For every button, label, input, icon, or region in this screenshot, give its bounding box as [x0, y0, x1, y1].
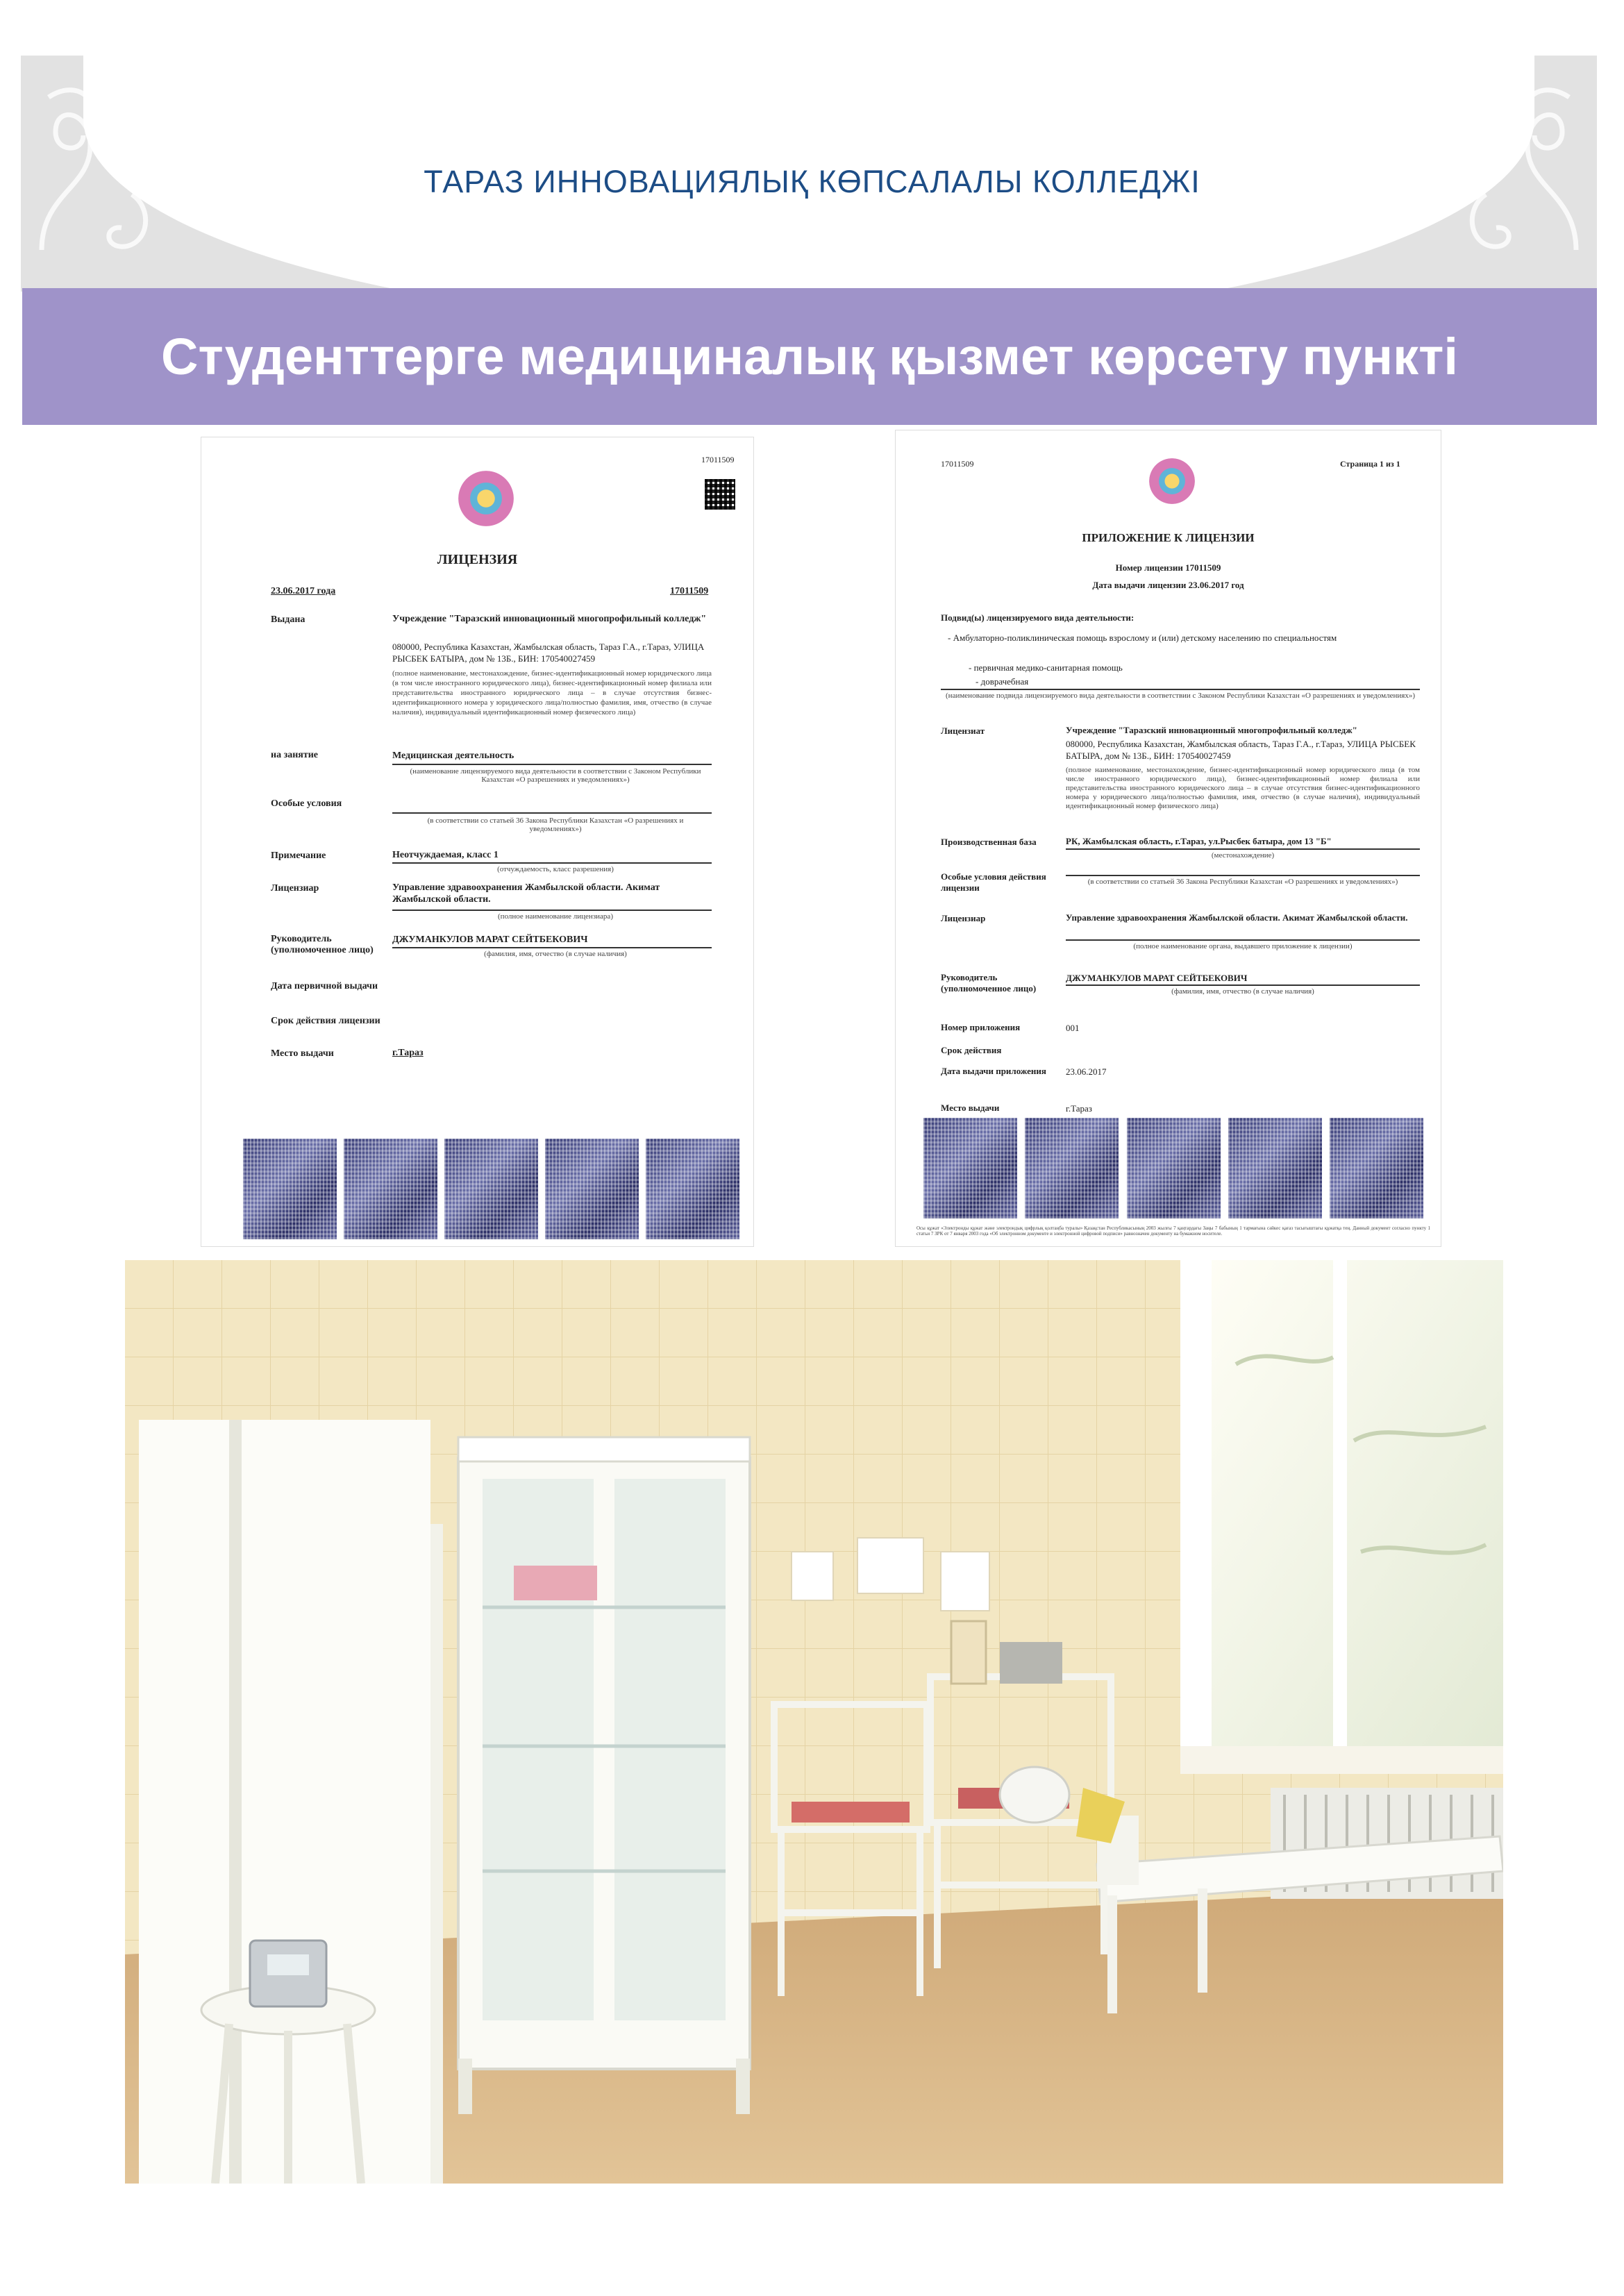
licensor-note: (полное наименование лицензиара) — [498, 912, 613, 921]
barcode-block — [243, 1139, 337, 1239]
activity-label: на занятие — [271, 750, 318, 760]
appendix-licensor: Управление здравоохранения Жамбылской области. Акимат Жамбылской области. — [1066, 912, 1408, 923]
base-label: Производственная база — [941, 837, 1037, 847]
barcode-block — [1025, 1118, 1119, 1218]
appendix-place-label: Место выдачи — [941, 1103, 1000, 1113]
special-note: (в соответствии со статьей 36 Закона Республики Казахстан «О разрешениях и уведомлениях») — [427, 816, 684, 833]
barcode-strip — [923, 1118, 1423, 1218]
subtype-1: - Амбулаторно-поликлиническая помощь взрослому и (или) детскому населению по специальностям — [948, 632, 1337, 643]
appendix-special-label: Особые условия действия лицензии — [941, 871, 1046, 893]
head-label: Руководитель (уполномоченное лицо) — [271, 934, 374, 955]
barcode-block — [1127, 1118, 1221, 1218]
issued-note: (полное наименование, местонахождение, бизнес-идентификационный номер юридического лица (в том числе иностранного юридического лица), бизнес-идентификационный номер филиала или представительства иностранного юридического лица – в случае отсутствия бизнес-идентификационного номера у юридического лица/полностью фамилия, имя, отчество (в случае наличия), индивидуальный идентификационный номер физического лица) — [392, 669, 712, 717]
appendix-special-note: (в соответствии со статьей 36 Закона Республики Казахстан «О разрешениях и уведомлениях») — [1087, 878, 1398, 886]
barcode-block — [344, 1139, 437, 1239]
appendix-head-label: Руководитель (уполномоченное лицо) — [941, 972, 1037, 994]
appendix-validity-label: Срок действия — [941, 1045, 1002, 1055]
qr-code-icon — [705, 479, 735, 510]
issued-org: Учреждение "Таразский инновационный многопрофильный колледж" — [392, 614, 707, 624]
barcode-block — [444, 1139, 538, 1239]
licensee-note: (полное наименование, местонахождение, бизнес-идентификационный номер юридического лица (в том числе иностранного юридического лица), бизнес-идентификационный номер филиала или представительства иностранного юридического лица – в случае отсутствия бизнес-идентификационного номера у юридического лица/полностью фамилия, имя, отчество (в случае наличия), индивидуальный идентификационный номер физического лица) — [1066, 766, 1420, 810]
appendix-issue-date: Дата выдачи лицензии 23.06.2017 год — [1092, 580, 1244, 590]
appendix-page: Страница 1 из 1 — [1340, 459, 1400, 469]
licensor: Управление здравоохранения Жамбылской области. Акимат Жамбылской области. — [392, 882, 660, 905]
appendix-licensor-note: (полное наименование органа, выдавшего приложение к лицензии) — [1133, 942, 1353, 950]
validity-label: Срок действия лицензии — [271, 1016, 380, 1026]
subtype-3: - доврачебная — [976, 676, 1029, 687]
head-name: ДЖУМАНКУЛОВ МАРАТ СЕЙТБЕКОВИЧ — [392, 935, 588, 945]
activity: Медицинская деятельность — [392, 751, 514, 761]
remark: Неотчуждаемая, класс 1 — [392, 850, 499, 860]
place: г.Тараз — [392, 1048, 424, 1058]
licensor-label: Лицензиар — [271, 883, 319, 894]
base-note: (местонахождение) — [1211, 851, 1275, 860]
appendix-title: ПРИЛОЖЕНИЕ К ЛИЦЕНЗИИ — [1082, 531, 1255, 544]
issued-address: 080000, Республика Казахстан, Жамбылская область, Тараз Г.А., г.Тараз, УЛИЦА РЫСБЕК БАТЫРА, дом № 13Б., БИН: 170540027459 — [392, 642, 705, 664]
college-name: ТАРАЗ ИННОВАЦИЯЛЫҚ КӨПСАЛАЛЫ КОЛЛЕДЖІ — [424, 164, 1200, 199]
barcode-strip — [243, 1139, 739, 1239]
special-label: Особые условия — [271, 798, 342, 809]
subtypes-label: Подвид(ы) лицензируемого вида деятельности: — [941, 612, 1135, 623]
licensee: Учреждение "Таразский инновационный многопрофильный колледж" — [1066, 725, 1357, 735]
license-number-top: 17011509 — [701, 455, 735, 464]
license-appendix-document — [896, 430, 1441, 1246]
appendix-number: 001 — [1066, 1023, 1080, 1033]
appendix-number-top: 17011509 — [941, 459, 974, 469]
appendix-place: г.Тараз — [1066, 1103, 1092, 1114]
barcode-block — [1330, 1118, 1423, 1218]
licensee-label: Лицензиат — [941, 726, 985, 736]
barcode-block — [923, 1118, 1017, 1218]
license-number: 17011509 — [670, 586, 709, 596]
state-emblem-icon — [1149, 458, 1195, 504]
base: РК, Жамбылская область, г.Тараз, ул.Рысбек батыра, дом 13 "Б" — [1066, 836, 1332, 846]
subtypes-note: (наименование подвида лицензируемого вида деятельности в соответствии с Законом Республики Казахстан «О разрешениях и уведомлениях») — [946, 692, 1415, 700]
license-document — [201, 437, 753, 1246]
page-title: Студенттерге медициналық қызмет көрсету пункті — [161, 328, 1458, 385]
appendix-license-number: Номер лицензии 17011509 — [1115, 562, 1221, 573]
activity-note: (наименование лицензируемого вида деятельности в соответствии с Законом Республики Казахстан «О разрешениях и уведомлениях») — [410, 767, 701, 784]
remark-note: (отчуждаемость, класс разрешения) — [497, 865, 614, 873]
license-title: ЛИЦЕНЗИЯ — [437, 552, 518, 567]
appendix-footer: Осы құжат «Электронды құжат және электрондық цифрлық қолтаңба туралы» Қазақстан Республикасының 2003 жылғы 7 қаңтардағы Заңы 7 бабының 1 тармағына сәйкес қағаз тасығыштағы құжатқа тең. Данный документ согласно пункту 1 статьи 7 ЗРК от 7 января 2003 года «Об электронном документе и электронной цифровой подписи» равнозначен документу на бумажном носителе. — [916, 1225, 1430, 1237]
medical-room-photo — [125, 1260, 1503, 2184]
barcode-block — [545, 1139, 639, 1239]
licensee-address: 080000, Республика Казахстан, Жамбылская область, Тараз Г.А., г.Тараз, УЛИЦА РЫСБЕК БАТЫРА, дом № 13Б., БИН: 170540027459 — [1066, 739, 1416, 761]
barcode-block — [646, 1139, 739, 1239]
appendix-date: 23.06.2017 — [1066, 1066, 1107, 1077]
place-label: Место выдачи — [271, 1048, 334, 1059]
state-emblem-icon — [458, 471, 514, 526]
appendix-number-label: Номер приложения — [941, 1022, 1021, 1032]
head-note: (фамилия, имя, отчество (в случае наличия) — [484, 950, 627, 958]
appendix-date-label: Дата выдачи приложения — [941, 1066, 1046, 1076]
remark-label: Примечание — [271, 850, 326, 861]
first-issue-label: Дата первичной выдачи — [271, 981, 378, 991]
barcode-block — [1228, 1118, 1322, 1218]
issued-label: Выдана — [271, 614, 305, 625]
appendix-head-note: (фамилия, имя, отчество (в случае наличия) — [1171, 987, 1314, 996]
license-date: 23.06.2017 года — [271, 586, 336, 596]
title-banner — [22, 288, 1597, 425]
subtype-2: - первичная медико-санитарная помощь — [969, 662, 1123, 673]
appendix-licensor-label: Лицензиар — [941, 913, 986, 923]
appendix-head: ДЖУМАНКУЛОВ МАРАТ СЕЙТБЕКОВИЧ — [1066, 973, 1248, 983]
medical-room-illustration — [125, 1260, 1503, 2184]
